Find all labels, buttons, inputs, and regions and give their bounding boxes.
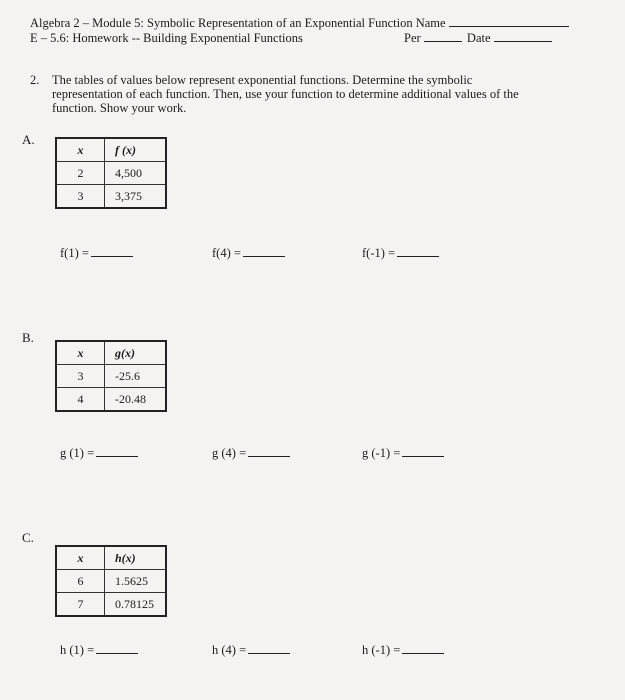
part-a-table xyxy=(55,137,167,209)
table-row xyxy=(56,162,166,185)
fx-header: f (x) xyxy=(105,138,167,162)
eval-label: f(1) = xyxy=(60,246,89,260)
eval-label: f(4) = xyxy=(212,246,241,260)
eval-label: f(-1) = xyxy=(362,246,396,260)
table-row xyxy=(56,388,166,412)
hx-cell: 0.78125 xyxy=(105,593,167,617)
answer-blank[interactable] xyxy=(243,256,285,257)
per-label: Per xyxy=(404,31,421,45)
name-field[interactable] xyxy=(449,26,569,27)
table-row xyxy=(56,570,166,593)
gx-cell: -20.48 xyxy=(105,388,167,412)
part-b-label: B. xyxy=(22,330,34,345)
hx-cell: 1.5625 xyxy=(105,570,167,593)
date-label: Date xyxy=(466,31,491,45)
answer-blank[interactable] xyxy=(402,456,444,457)
x-header: x xyxy=(56,341,105,365)
answer-blank[interactable] xyxy=(402,653,444,654)
eval-f-4 xyxy=(212,246,285,261)
problem-text: The tables of values below represent exponential functions. Determine the symbolic representation of each function. Then, use your function to determine additional values of the function. Show your work. xyxy=(52,73,519,115)
per-field[interactable] xyxy=(424,41,462,42)
name-label: Name xyxy=(415,16,446,30)
answer-blank[interactable] xyxy=(248,456,290,457)
gx-header: g(x) xyxy=(105,341,167,365)
header-title: Algebra 2 – Module 5: Symbolic Representation of an Exponential Function xyxy=(30,16,413,30)
x-cell: 2 xyxy=(56,162,105,185)
problem-statement xyxy=(52,73,537,115)
eval-g-4 xyxy=(212,446,290,461)
problem-number: 2. xyxy=(30,73,40,87)
part-c-label: C. xyxy=(22,530,34,545)
table-header-row xyxy=(56,341,166,365)
eval-label: h (4) = xyxy=(212,643,247,657)
eval-label: h (1) = xyxy=(60,643,95,657)
part-c-table xyxy=(55,545,167,617)
part-a-label: A. xyxy=(22,132,35,147)
x-cell: 7 xyxy=(56,593,105,617)
eval-g-1 xyxy=(60,446,138,461)
table-header-row xyxy=(56,138,166,162)
fx-cell: 3,375 xyxy=(105,185,167,209)
fx-cell: 4,500 xyxy=(105,162,167,185)
table-header-row xyxy=(56,546,166,570)
x-header: x xyxy=(56,138,105,162)
answer-blank[interactable] xyxy=(96,653,138,654)
eval-h-4 xyxy=(212,643,290,658)
eval-label: g (-1) = xyxy=(362,446,401,460)
per-date-row xyxy=(404,31,552,45)
eval-label: g (1) = xyxy=(60,446,95,460)
answer-blank[interactable] xyxy=(248,653,290,654)
eval-h-neg1 xyxy=(362,643,444,658)
date-field[interactable] xyxy=(494,41,552,42)
answer-blank[interactable] xyxy=(91,256,133,257)
x-cell: 4 xyxy=(56,388,105,412)
gx-cell: -25.6 xyxy=(105,365,167,388)
eval-label: g (4) = xyxy=(212,446,247,460)
table-row xyxy=(56,593,166,617)
eval-h-1 xyxy=(60,643,138,658)
x-cell: 3 xyxy=(56,185,105,209)
eval-label: h (-1) = xyxy=(362,643,401,657)
eval-g-neg1 xyxy=(362,446,444,461)
x-cell: 6 xyxy=(56,570,105,593)
header-line-2 xyxy=(30,31,303,45)
answer-blank[interactable] xyxy=(397,256,439,257)
hx-header: h(x) xyxy=(105,546,167,570)
header-subtitle: E – 5.6: Homework -- Building Exponential Functions xyxy=(30,31,303,45)
table-row xyxy=(56,185,166,209)
table-row xyxy=(56,365,166,388)
answer-blank[interactable] xyxy=(96,456,138,457)
eval-f-1 xyxy=(60,246,133,261)
x-header: x xyxy=(56,546,105,570)
x-cell: 3 xyxy=(56,365,105,388)
eval-f-neg1 xyxy=(362,246,439,261)
part-b-table xyxy=(55,340,167,412)
header-line-1 xyxy=(30,16,569,30)
